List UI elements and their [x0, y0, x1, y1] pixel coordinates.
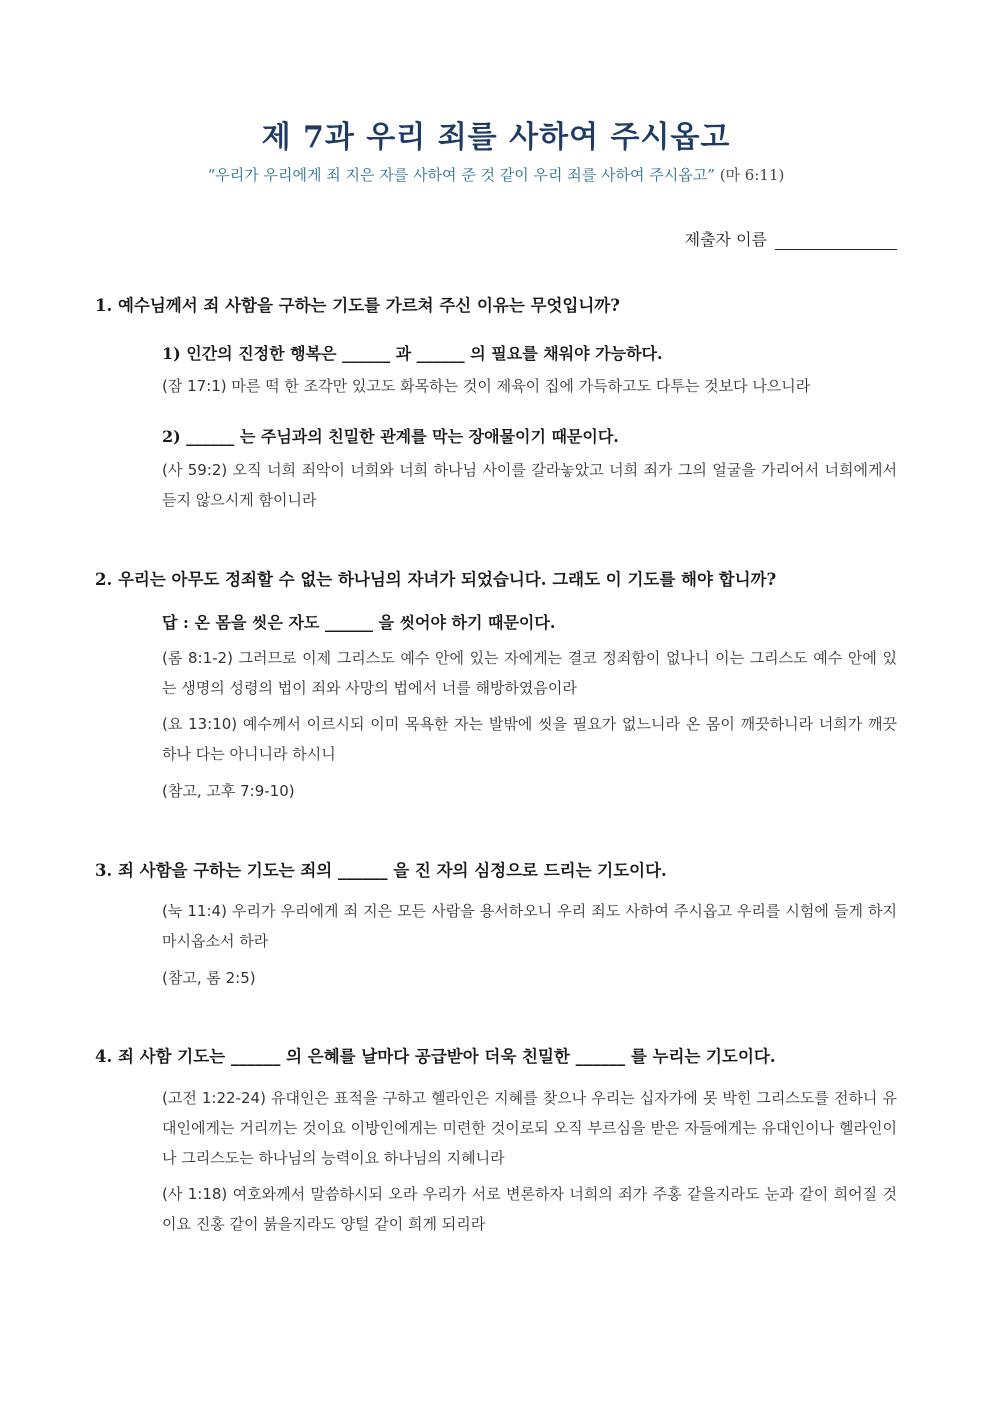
question-4: 4. 죄 사함 기도는 ______ 의 은혜를 날마다 공급받아 더욱 친밀한 ______ 를 누리는 기도이다. [95, 1047, 776, 1066]
question-2: 2. 우리는 아무도 정죄할 수 없는 하나님의 자녀가 되었습니다. 그래도 이 기도를 해야 합니까? [95, 570, 777, 589]
question-1-verse-2: (사 59:2) 오직 너희 죄악이 너희와 너희 하나님 사이를 갈라놓았고 너희 죄가 그의 얼굴을 가리어서 너희에게서 듣지 않으시게 함이니라 [162, 461, 897, 509]
question-3-note: (참고, 롬 2:5) [162, 969, 256, 987]
question-1-verse-1: (잠 17:1) 마른 떡 한 조각만 있고도 화목하는 것이 제육이 집에 가득하고도 다투는 것보다 나으니라 [162, 377, 811, 395]
question-2-verse-2: (요 13:10) 예수께서 이르시되 이미 목욕한 자는 발밖에 씻을 필요가 없느니라 온 몸이 깨끗하니라 너희가 깨끗하나 다는 아니니라 하시니 [162, 715, 897, 763]
question-2-verse-1: (롬 8:1-2) 그러므로 이제 그리스도 예수 안에 있는 자에게는 결코 정죄함이 없나니 이는 그리스도 예수 안에 있는 생명의 성령의 법이 죄와 사망의 법에서 너를 해방하였음이라 [162, 649, 897, 697]
question-2-answer: 답 : 온 몸을 씻은 자도 ______ 을 씻어야 하기 때문이다. [162, 613, 556, 632]
submitter-label: 제출자 이름 [684, 230, 767, 249]
subtitle-reference: (마 6:11) [719, 166, 785, 184]
subtitle-quote: “우리가 우리에게 죄 지은 자를 사하여 준 것 같이 우리 죄를 사하여 주시옵고” [207, 166, 715, 184]
question-4-verse-2: (사 1:18) 여호와께서 말씀하시되 오라 우리가 서로 변론하자 너희의 죄가 주홍 같을지라도 눈과 같이 희어질 것이요 진홍 같이 붉을지라도 양털 같이 희게 되리라 [162, 1185, 897, 1233]
question-1-item-2: 2) ______ 는 주님과의 친밀한 관계를 막는 장애물이기 때문이다. [162, 427, 619, 446]
question-3-verse-1: (눅 11:4) 우리가 우리에게 죄 지은 모든 사람을 용서하오니 우리 죄도 사하여 주시옵고 우리를 시험에 들게 하지 마시옵소서 하라 [162, 902, 897, 950]
submitter-name-field [685, 227, 897, 250]
page-title: 제 7과 우리 죄를 사하여 주시옵고 [261, 120, 731, 155]
submitter-name-blank[interactable] [775, 231, 897, 250]
question-1: 1. 예수님께서 죄 사함을 구하는 기도를 가르쳐 주신 이유는 무엇입니까? [95, 296, 620, 315]
question-4-verse-1: (고전 1:22-24) 유대인은 표적을 구하고 헬라인은 지혜를 찾으나 우리는 십자가에 못 박힌 그리스도를 전하니 유대인에게는 거리끼는 것이요 이방인에게는 미련한 것이로되 오직 부르심을 받은 자들에게는 유대인이나 헬라인이나 그리스도는 하나님의 능력이요 하나님의 지혜니라 [162, 1089, 897, 1167]
page-subtitle [0, 164, 992, 185]
question-1-item-1: 1) 인간의 진정한 행복은 ______ 과 ______ 의 필요를 채워야 가능하다. [162, 344, 663, 363]
question-2-note: (참고, 고후 7:9-10) [162, 782, 295, 800]
question-3: 3. 죄 사함을 구하는 기도는 죄의 ______ 을 진 자의 심정으로 드리는 기도이다. [95, 861, 667, 880]
